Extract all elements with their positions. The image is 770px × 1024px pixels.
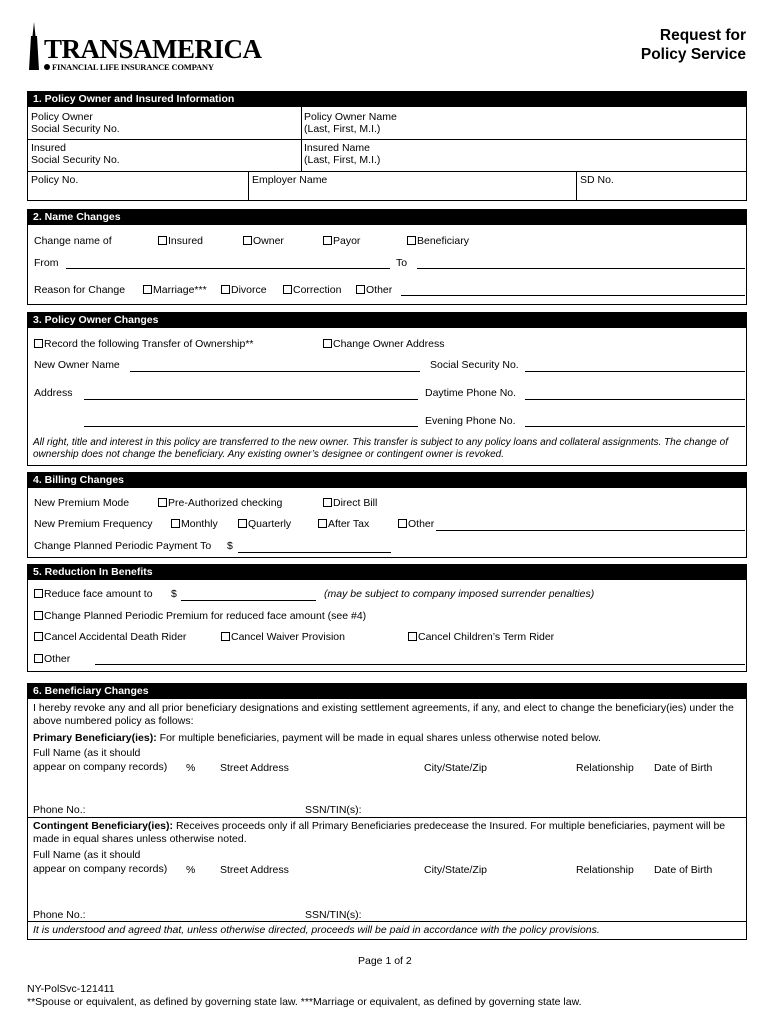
address-label: Address <box>34 387 73 399</box>
planned-payment-field[interactable] <box>238 552 391 553</box>
new-owner-name-field[interactable] <box>130 371 420 372</box>
beneficiary-footer-note: It is understood and agreed that, unless otherwise directed, proceeds will be paid in accordance with the policy provisions. <box>33 924 600 936</box>
daytime-phone-label: Daytime Phone No. <box>425 387 517 399</box>
section-title: 1. Policy Owner and Insured Information <box>28 92 746 107</box>
policy-no-label: Policy No. <box>31 174 79 186</box>
change-address-checkbox[interactable]: Change Owner Address <box>323 338 444 350</box>
contingent-ssn-label: SSN/TIN(s): <box>305 909 362 921</box>
cancel-waiver-checkbox[interactable]: Cancel Waiver Provision <box>221 631 345 643</box>
beneficiary-intro: I hereby revoke any and all prior beneficiary designations and existing settlement agreements, if any, and elect to change the beneficiary(ies) under the above numbered policy as follows: <box>33 702 734 727</box>
other-frequency-field[interactable] <box>436 530 745 531</box>
contingent-percent-header: % <box>186 864 196 876</box>
company-logo: TRANSAMERICA <box>44 34 262 64</box>
address-field-1[interactable] <box>84 399 418 400</box>
preauth-checkbox[interactable]: Pre-Authorized checking <box>158 497 282 509</box>
owner-name-label: Policy Owner Name (Last, First, M.I.) <box>304 111 397 135</box>
ssn-label: Social Security No. <box>430 359 519 371</box>
primary-city-header: City/State/Zip <box>424 762 488 774</box>
evening-phone-label: Evening Phone No. <box>425 415 516 427</box>
to-field[interactable] <box>417 268 745 269</box>
primary-dob-header: Date of Birth <box>654 762 713 774</box>
contingent-relationship-header: Relationship <box>576 864 634 876</box>
other-checkbox[interactable]: Other <box>356 284 392 296</box>
premium-frequency-label: New Premium Frequency <box>34 518 153 530</box>
transfer-note: All right, title and interest in this policy are transferred to the new owner. This transfer is subject to any policy loans and collateral assignments. The change of ownership does not change the beneficiary. Any existing owner’s designee or contingent owner is revoked. <box>33 437 728 460</box>
owner-ssn-label: Policy Owner Social Security No. <box>31 111 120 135</box>
contingent-beneficiary-heading: Contingent Beneficiary(ies): Receives proceeds only if all Primary Beneficiaries predecease the Insured. For multiple beneficiaries, payment will be made in equal shares unless otherwise noted. <box>33 820 726 845</box>
primary-ssn-label: SSN/TIN(s): <box>305 804 362 816</box>
beneficiary-checkbox[interactable]: Beneficiary <box>407 235 469 247</box>
contingent-city-header: City/State/Zip <box>424 864 488 876</box>
section-name-changes <box>27 209 747 305</box>
company-subtitle: FINANCIAL LIFE INSURANCE COMPANY <box>52 62 214 72</box>
quarterly-checkbox[interactable]: Quarterly <box>238 518 291 530</box>
page-number: Page 1 of 2 <box>358 955 412 967</box>
insured-ssn-label: Insured Social Security No. <box>31 142 120 166</box>
reduce-face-field[interactable] <box>181 600 316 601</box>
daytime-phone-field[interactable] <box>525 399 745 400</box>
section-title: 3. Policy Owner Changes <box>28 313 746 328</box>
direct-bill-checkbox[interactable]: Direct Bill <box>323 497 377 509</box>
cancel-adr-checkbox[interactable]: Cancel Accidental Death Rider <box>34 631 186 643</box>
after-tax-checkbox[interactable]: After Tax <box>318 518 369 530</box>
section-owner-insured <box>27 91 747 201</box>
from-label: From <box>34 257 59 269</box>
monthly-checkbox[interactable]: Monthly <box>171 518 218 530</box>
dollar-sign: $ <box>227 540 233 552</box>
change-premium-checkbox[interactable]: Change Planned Periodic Premium for reduced face amount (see #4) <box>34 610 366 622</box>
section-beneficiary-changes <box>27 683 747 940</box>
primary-street-header: Street Address <box>220 762 289 774</box>
contingent-dob-header: Date of Birth <box>654 864 713 876</box>
payor-checkbox[interactable]: Payor <box>323 235 360 247</box>
primary-phone-label: Phone No.: <box>33 804 86 816</box>
employer-name-label: Employer Name <box>252 174 328 186</box>
section-billing-changes <box>27 472 747 558</box>
tower-logo-icon <box>27 22 41 70</box>
primary-beneficiary-heading: Primary Beneficiary(ies): For multiple beneficiaries, payment will be made in equal shares unless otherwise noted below. <box>33 732 601 744</box>
insured-name-label: Insured Name (Last, First, M.I.) <box>304 142 381 166</box>
contingent-full-name-header: Full Name (as it should appear on company records) <box>33 849 168 875</box>
record-transfer-checkbox[interactable]: Record the following Transfer of Ownership** <box>34 338 254 350</box>
other-reason-field[interactable] <box>401 295 745 296</box>
address-field-2[interactable] <box>84 426 418 427</box>
sd-no-label: SD No. <box>580 174 614 186</box>
change-name-of-label: Change name of <box>34 235 112 247</box>
logo-dot-icon <box>44 64 50 70</box>
from-field[interactable] <box>66 268 390 269</box>
ssn-field[interactable] <box>525 371 745 372</box>
marriage-checkbox[interactable]: Marriage*** <box>143 284 207 296</box>
other-reduction-checkbox[interactable]: Other <box>34 653 70 665</box>
dollar-sign: $ <box>171 588 177 600</box>
premium-mode-label: New Premium Mode <box>34 497 130 509</box>
to-label: To <box>396 257 408 269</box>
divorce-checkbox[interactable]: Divorce <box>221 284 267 296</box>
section-owner-changes <box>27 312 747 466</box>
reason-label: Reason for Change <box>34 284 126 296</box>
contingent-phone-label: Phone No.: <box>33 909 86 921</box>
contingent-street-header: Street Address <box>220 864 289 876</box>
other-frequency-checkbox[interactable]: Other <box>398 518 434 530</box>
section-title: 5. Reduction In Benefits <box>28 565 746 580</box>
section-reduction-benefits <box>27 564 747 672</box>
new-owner-name-label: New Owner Name <box>34 359 120 371</box>
primary-full-name-header: Full Name (as it should appear on company records) <box>33 747 168 773</box>
evening-phone-field[interactable] <box>525 426 745 427</box>
correction-checkbox[interactable]: Correction <box>283 284 341 296</box>
primary-percent-header: % <box>186 762 196 774</box>
planned-payment-label: Change Planned Periodic Payment To <box>34 540 212 552</box>
cancel-children-checkbox[interactable]: Cancel Children’s Term Rider <box>408 631 554 643</box>
insured-checkbox[interactable]: Insured <box>158 235 203 247</box>
primary-relationship-header: Relationship <box>576 762 634 774</box>
section-title: 2. Name Changes <box>28 210 746 225</box>
form-title: Request for Policy Service <box>640 27 746 63</box>
form-number: NY-PolSvc-121411 <box>27 983 115 995</box>
owner-checkbox[interactable]: Owner <box>243 235 284 247</box>
footnote: **Spouse or equivalent, as defined by governing state law. ***Marriage or equivalent, as defined by governing state law. <box>27 996 582 1008</box>
penalty-note: (may be subject to company imposed surrender penalties) <box>324 588 595 600</box>
section-title: 6. Beneficiary Changes <box>28 684 746 699</box>
reduce-face-checkbox[interactable]: Reduce face amount to <box>34 588 153 600</box>
other-reduction-field[interactable] <box>95 664 745 665</box>
section-title: 4. Billing Changes <box>28 473 746 488</box>
